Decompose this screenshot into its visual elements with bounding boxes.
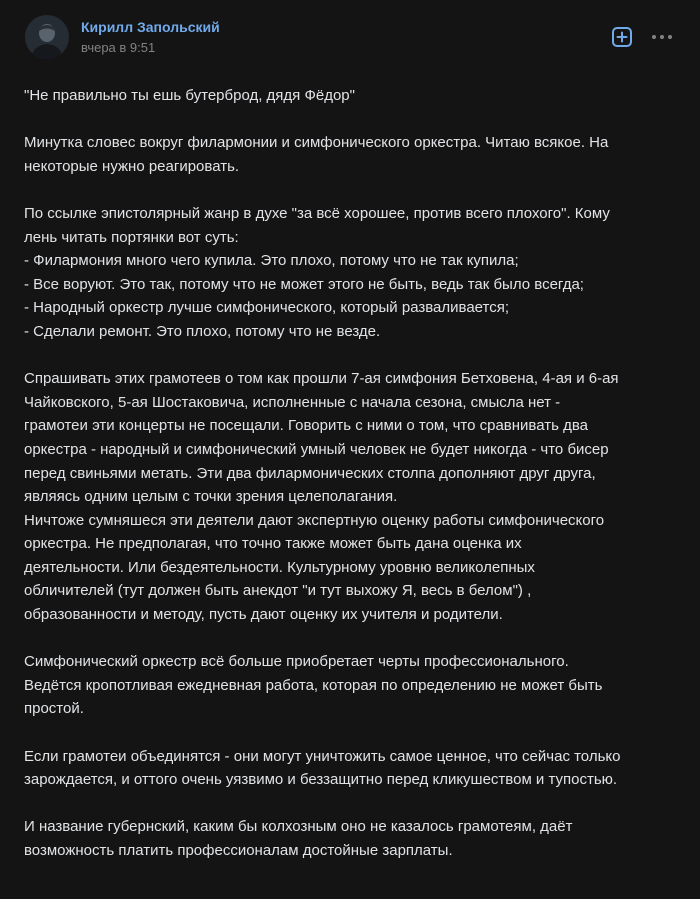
post-paragraph: Спрашивать этих грамотеев о том как прошли 7-ая симфония Бетховена, 4-ая и 6-ая Чайковского, 5-ая Шостаковича, исполненные с начала сезона, смысла нет - грамотеи эти концерты не посещали. Говорить с ними о том, что сравнивать два оркестра - народный и симфонический умный человек не будет никогда - что бисер перед свиньями метать. Эти два филармонических столпа дополняют друг друга, являясь одним целым с точки зрения целеполагания. Ничтоже сумняшеся эти деятели дают экспертную оценку работы симфонического оркестра. Не предполагая, что точно также может быть дана оценка их деятельности. Или бездеятельности. Культурному уровню великолепных обличителей (тут должен быть анекдот "и тут выхожу Я, весь в белом") , образованности и методу, пусть дают оценку их учителя и родители. xyxy=(24,370,619,624)
avatar-icon xyxy=(25,15,69,59)
author-name[interactable]: Кирилл Запольский xyxy=(81,19,220,35)
post-paragraph: И название губернский, каким бы колхозным оно не казалось грамотеям, даёт возможность платить профессионалам достойные зарплаты. xyxy=(24,818,573,859)
post-paragraph: Симфонический оркестр всё больше приобретает черты профессионального. Ведётся кропотливая ежедневная работа, которая по определению не может быть простой. xyxy=(24,653,603,718)
post-paragraph: Если грамотеи объединятся - они могут уничтожить самое ценное, что сейчас только зарождается, и оттого очень уязвимо и беззащитно перед кликушеством и тупостью. xyxy=(24,747,621,789)
more-horizontal-icon[interactable] xyxy=(650,28,674,46)
post-text xyxy=(24,84,674,863)
add-square-icon[interactable] xyxy=(611,26,633,48)
avatar[interactable] xyxy=(25,15,69,59)
post-header xyxy=(0,0,700,80)
post-paragraph: Минутка словес вокруг филармонии и симфонического оркестра. Читаю всякое. На некоторые нужно реагировать. xyxy=(24,134,609,175)
post-paragraph: "Не правильно ты ешь бутерброд, дядя Фёдор" xyxy=(24,87,355,104)
post-paragraph: По ссылке эпистолярный жанр в духе "за всё хорошее, против всего плохого". Кому лень читать портянки вот суть: - Филармония много чего купила. Это плохо, потому что не так купила; - Все воруют. Это так, потому что не может этого не быть, ведь так было всегда; - Народный оркестр лучше симфонического, который разваливается; - Сделали ремонт. Это плохо, потому что не везде. xyxy=(24,204,610,340)
post-date[interactable]: вчера в 9:51 xyxy=(81,40,156,55)
